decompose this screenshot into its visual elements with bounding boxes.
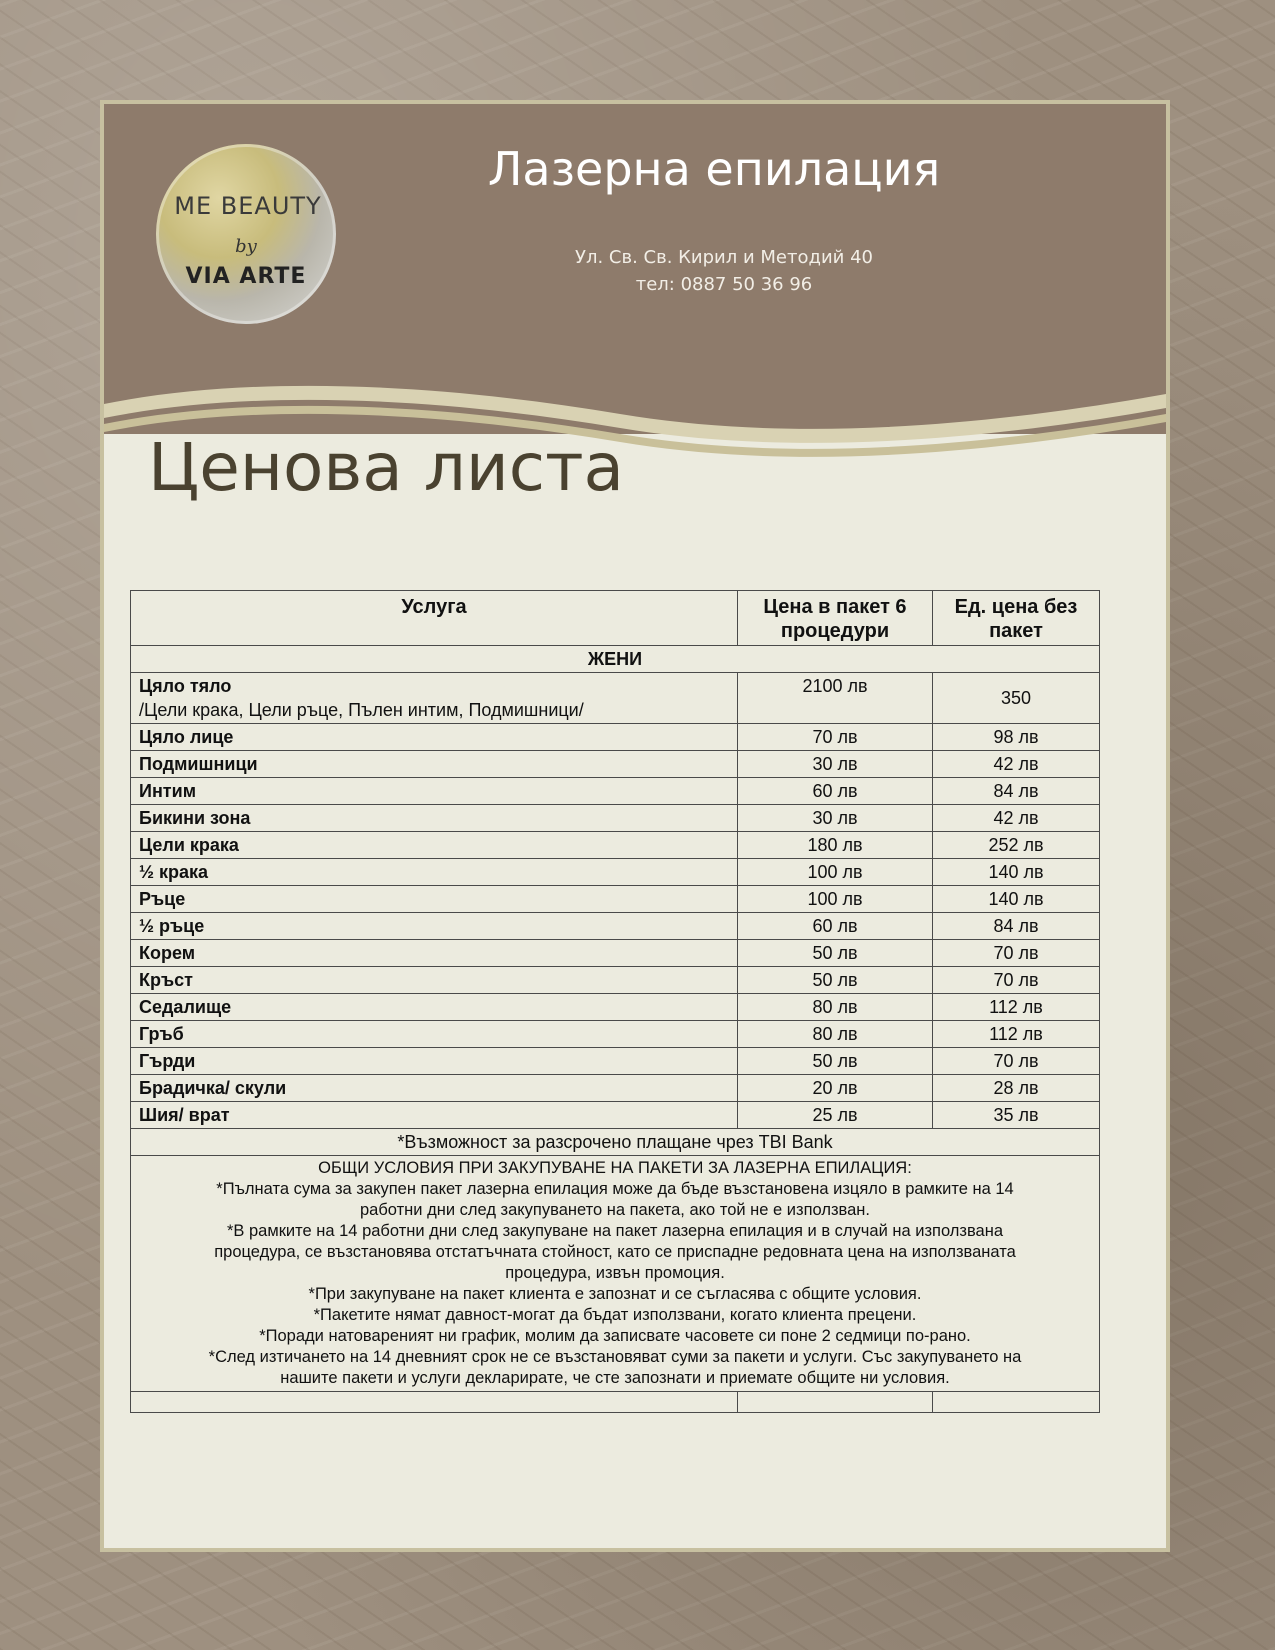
service-name: Бикини зона bbox=[131, 805, 738, 832]
service-name: Ръце bbox=[131, 886, 738, 913]
package-price-cell: 50 лв bbox=[738, 1048, 933, 1075]
single-price-cell: 70 лв bbox=[933, 940, 1100, 967]
header-single-price: Ед. цена без пакет bbox=[933, 591, 1100, 646]
package-price-cell: 50 лв bbox=[738, 967, 933, 994]
service-name: Седалище bbox=[131, 994, 738, 1021]
terms-item: *След изтичането на 14 дневният срок не се възстановяват суми за пакети и услуги. Със закупуването на нашите пакети и услуги декларирате, че сте запознати и приемате общите ни условия. bbox=[208, 1348, 1022, 1387]
logo-by-text: by bbox=[235, 236, 257, 257]
table-row-full-body bbox=[131, 673, 1100, 724]
terms-item: *Пакетите нямат давност-могат да бъдат използвани, когато клиента прецени. bbox=[313, 1306, 917, 1324]
single-price-cell: 70 лв bbox=[933, 1048, 1100, 1075]
package-price-cell: 100 лв bbox=[738, 859, 933, 886]
single-price-cell: 140 лв bbox=[933, 886, 1100, 913]
header-package-price: Цена в пакет 6 процедури bbox=[738, 591, 933, 646]
single-price-cell: 112 лв bbox=[933, 994, 1100, 1021]
single-price-cell: 98 лв bbox=[933, 724, 1100, 751]
single-price-cell: 35 лв bbox=[933, 1102, 1100, 1129]
terms-item: *Поради натовареният ни график, молим да записвате часовете си поне 2 седмици по-рано. bbox=[259, 1327, 971, 1345]
package-price-cell: 50 лв bbox=[738, 940, 933, 967]
table-row bbox=[131, 1021, 1100, 1048]
service-name: Интим bbox=[131, 778, 738, 805]
logo bbox=[156, 144, 336, 324]
table-row bbox=[131, 805, 1100, 832]
price-list-page bbox=[100, 100, 1170, 1552]
section-women: ЖЕНИ bbox=[131, 646, 1100, 673]
table-row bbox=[131, 994, 1100, 1021]
logo-via-arte-text: VIA ARTE bbox=[185, 264, 307, 289]
table-row bbox=[131, 967, 1100, 994]
header-service: Услуга bbox=[131, 591, 738, 646]
single-price-cell: 252 лв bbox=[933, 832, 1100, 859]
service-name: Цели крака bbox=[131, 832, 738, 859]
table-row bbox=[131, 1102, 1100, 1129]
service-name: ½ крака bbox=[131, 859, 738, 886]
table-row bbox=[131, 886, 1100, 913]
single-price-cell: 140 лв bbox=[933, 859, 1100, 886]
package-price-cell: 25 лв bbox=[738, 1102, 933, 1129]
single-price-cell: 42 лв bbox=[933, 751, 1100, 778]
single-price-cell: 112 лв bbox=[933, 1021, 1100, 1048]
installment-note: *Възможност за разсрочено плащане чрез TBI Bank bbox=[131, 1129, 1100, 1156]
service-detail: /Цели крака, Цели ръце, Пълен интим, Подмишници/ bbox=[139, 700, 584, 720]
terms-row bbox=[131, 1156, 1100, 1392]
service-name: Цяло лице bbox=[131, 724, 738, 751]
service-name: Гръб bbox=[131, 1021, 738, 1048]
service-name: Шия/ врат bbox=[131, 1102, 738, 1129]
package-price-cell: 60 лв bbox=[738, 778, 933, 805]
single-price-cell: 42 лв bbox=[933, 805, 1100, 832]
logo-brand-text: ME BEAUTY bbox=[174, 192, 322, 220]
page-title: Лазерна епилация bbox=[487, 142, 941, 196]
table-row bbox=[131, 1075, 1100, 1102]
service-name: Гърди bbox=[131, 1048, 738, 1075]
package-price-cell: 180 лв bbox=[738, 832, 933, 859]
service-name: Брадичка/ скули bbox=[131, 1075, 738, 1102]
table-row bbox=[131, 1048, 1100, 1075]
empty-cell bbox=[933, 1392, 1100, 1413]
single-price-cell: 70 лв bbox=[933, 967, 1100, 994]
package-price-cell: 20 лв bbox=[738, 1075, 933, 1102]
table-row bbox=[131, 913, 1100, 940]
service-name: ½ ръце bbox=[131, 913, 738, 940]
single-price-cell: 350 bbox=[933, 673, 1100, 724]
service-name: Кръст bbox=[131, 967, 738, 994]
package-price-cell: 80 лв bbox=[738, 994, 933, 1021]
table-row bbox=[131, 724, 1100, 751]
terms-heading: ОБЩИ УСЛОВИЯ ПРИ ЗАКУПУВАНЕ НА ПАКЕТИ ЗА ЛАЗЕРНА ЕПИЛАЦИЯ: bbox=[318, 1159, 912, 1177]
table-header-row bbox=[131, 591, 1100, 646]
service-name: Корем bbox=[131, 940, 738, 967]
package-price-cell: 100 лв bbox=[738, 886, 933, 913]
table-row bbox=[131, 832, 1100, 859]
package-price-cell: 30 лв bbox=[738, 805, 933, 832]
single-price-cell: 84 лв bbox=[933, 778, 1100, 805]
table-row bbox=[131, 778, 1100, 805]
section-row bbox=[131, 646, 1100, 673]
phone: тел: 0887 50 36 96 bbox=[635, 274, 813, 295]
terms-item: *В рамките на 14 работни дни след закупуване на пакет лазерна епилация и в случай на използвана процедура, се възстановява отстатъчната стойност, като се приспадне редовната цена на използваната процедура, извън промоция. bbox=[214, 1222, 1016, 1282]
empty-cell bbox=[131, 1392, 738, 1413]
service-cell bbox=[131, 673, 738, 724]
installment-row bbox=[131, 1129, 1100, 1156]
empty-row bbox=[131, 1392, 1100, 1413]
service-name: Цяло тяло bbox=[139, 676, 232, 696]
package-price-cell: 30 лв bbox=[738, 751, 933, 778]
table-row bbox=[131, 751, 1100, 778]
terms-cell bbox=[131, 1156, 1100, 1392]
package-price-cell: 80 лв bbox=[738, 1021, 933, 1048]
table-row bbox=[131, 859, 1100, 886]
package-price-cell: 2100 лв bbox=[738, 673, 933, 724]
single-price-cell: 28 лв bbox=[933, 1075, 1100, 1102]
single-price-cell: 84 лв bbox=[933, 913, 1100, 940]
table-row bbox=[131, 940, 1100, 967]
price-table bbox=[130, 590, 1100, 1413]
price-list-heading: Ценова листа bbox=[148, 429, 624, 506]
address: Ул. Св. Св. Кирил и Методий 40 bbox=[575, 247, 873, 268]
empty-cell bbox=[738, 1392, 933, 1413]
service-name: Подмишници bbox=[131, 751, 738, 778]
package-price-cell: 70 лв bbox=[738, 724, 933, 751]
package-price-cell: 60 лв bbox=[738, 913, 933, 940]
terms-item: *Пълната сума за закупен пакет лазерна епилация може да бъде възстановена изцяло в рамките на 14 работни дни след закупуването на пакета, ако той не е използван. bbox=[216, 1180, 1014, 1219]
terms-item: *При закупуване на пакет клиента е запознат и се съгласява с общите условия. bbox=[308, 1285, 922, 1303]
